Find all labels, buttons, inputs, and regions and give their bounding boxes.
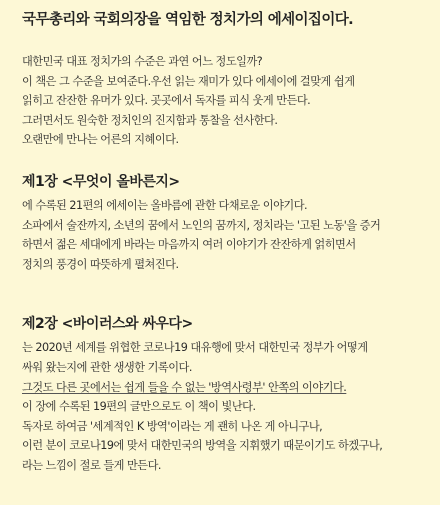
chapter1-section (22, 172, 422, 274)
headline: 국무총리와 국회의장을 역임한 정치가의 에세이집이다. (22, 12, 354, 28)
chapter1-title: 제1장 <무엇이 올바른지> (22, 173, 180, 190)
intro-line: 이 책은 그 수준을 보여준다.우선 읽는 재미가 있다 에세이에 걸맞게 쉽게 (22, 74, 355, 88)
chapter2-line: 이 장에 수록된 19편의 글만으로도 이 책이 빛난다. (22, 400, 256, 414)
chapter2-section (22, 314, 422, 475)
intro-line: 읽히고 잔잔한 유머가 있다. 곳곳에서 독자를 피식 웃게 만든다. (22, 94, 311, 108)
chapter2-line: 이런 분이 코로나19에 맞서 대한민국의 방역을 지휘했기 때문이기도 하겠구나, (22, 439, 383, 453)
chapter2-line: 독자로 하여금 '세계적인 K 방역'이라는 게 괜히 나온 게 아니구나, (22, 419, 323, 433)
intro-paragraph (22, 52, 422, 150)
chapter1-line: 소파에서 술잔까지, 소년의 꿈에서 노인의 꿈까지, 정치라는 '고된 노동'을 증거 (22, 218, 381, 232)
chapter1-line: 정치의 풍경이 따뜻하게 펼쳐진다. (22, 257, 179, 271)
intro-line: 대한민국 대표 정치가의 수준은 과연 어느 정도일까? (22, 55, 263, 68)
chapter2-title: 제2장 <바이러스와 싸우다> (22, 316, 193, 333)
intro-line: 오랜만에 만나는 어른의 지혜이다. (22, 133, 179, 147)
chapter1-line: 에 수록된 21편의 에세이는 올바름에 관한 다채로운 이야기다. (22, 198, 308, 212)
chapter2-line: 는 2020년 세계를 위협한 코로나19 대유행에 맞서 대한민국 정부가 어떻게 (22, 341, 368, 355)
chapter2-line-underlined: 그것도 다른 곳에서는 쉽게 들을 수 없는 '방역사령부' 안쪽의 이야기다. (22, 380, 347, 394)
intro-line: 그러면서도 원숙한 정치인의 진지함과 통찰을 선사한다. (22, 113, 278, 127)
chapter1-line: 하면서 젊은 세대에게 바라는 마음까지 여러 이야기가 잔잔하게 얽히면서 (22, 238, 356, 252)
chapter2-line: 라는 느낌이 절로 들게 만든다. (22, 458, 161, 472)
chapter2-line: 싸워 왔는지에 관한 생생한 기록이다. (22, 360, 192, 374)
